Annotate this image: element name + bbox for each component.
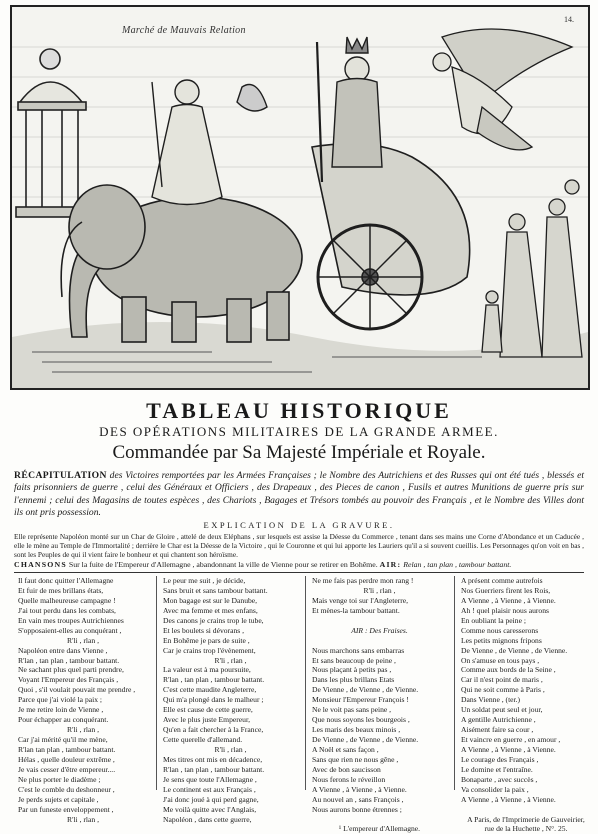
verse-line: De Vienne , de Vienne , de Vienne. [312,685,419,695]
verse-line: On s'amuse en tous pays , [461,655,540,665]
verse-line: R'li , rlan , [214,744,247,754]
verse-line: Ne me fais pas perdre mon rang ! [312,576,414,585]
verse-line: Me voilà quitte avec l'Anglais, [163,804,257,814]
verse-line [461,805,591,815]
column-divider [454,576,455,790]
verse-line: Ne sachant plus quel parti prendre, [18,665,124,675]
verse-line [312,636,447,646]
verse-line: Aisément faire sa cour , [461,725,534,735]
air-text: Relan , tan plan , tambour battant. [401,560,512,569]
song-column-2 [163,576,298,824]
verse-line: Le peur me suit , je décide, [163,576,246,585]
column-divider [156,576,157,790]
engraving-artwork [12,7,588,388]
verse-line: ¹ L'empereur d'Allemagne. [338,824,421,834]
verse-line: R'li , rlan , [67,814,99,824]
verse-line: J'ai tout perdu dans les combats, [18,605,116,615]
verse-line: Napoléon entre dans Vienne , [18,645,108,655]
page-number: 14. [564,15,574,24]
verse-line: Napoléon , dans cette guerre, [163,814,252,824]
verse-line: Dans les plus brillans Etats [312,675,395,685]
verse-line: S'opposaient-elles au conquérant , [18,625,122,635]
verse-line: A Noël et sans façon , [312,744,379,754]
chariot [312,144,470,329]
verse-line: Et sans beaucoup de peine , [312,655,396,665]
verse-line: Les maris des beaux minois , [312,725,401,735]
verse-line: Nous aurons bonne étrennes ; [312,804,402,814]
verse-line: Au nouvel an , sans François , [312,794,404,804]
verse-line: De Vienne , de Vienne , de Vienne. [461,645,568,655]
peoples-figures [482,180,582,357]
verse-line: Je sens que toute l'Allemagne , [163,774,257,784]
chansons-line [14,560,584,569]
elephants [61,185,302,342]
verse-line: Nous ferons le réveillon [312,774,386,784]
verse-line: Parce que j'ai violé la paix ; [18,695,103,705]
subtitle: DES OPÉRATIONS MILITAIRES DE LA GRANDE ARMEE. [99,424,499,439]
verse-line: Et vaincre en guerre , en amour , [461,735,561,744]
recap-lead: RÉCAPITULATION [14,470,107,481]
verse-line: Pour échapper au conquérant. [18,715,109,725]
verse-line: Quoi , s'il voulait pouvait me prendre , [18,685,136,695]
verse-line: R'li , rlan , [67,635,99,645]
verse-line [312,616,447,626]
verse-line: Car il n'est point de maris , [461,675,543,685]
verse-line: A présent comme autrefois [461,576,543,585]
song-column-1 [18,576,148,824]
main-title: TABLEAU HISTORIQUE [146,398,452,423]
verse-line: Car j'ai mérité qu'il me mène, [18,735,108,744]
verse-line: Avec de bon saucisson [312,764,381,774]
verse-line: Mais venge toi sur l'Angleterre, [312,595,409,605]
verse-line: Mon bagage est sur le Danube, [163,595,258,605]
verse-line: Je vais cesser d'être empereur.... [18,764,116,774]
explication-text: Elle représente Napoléon monté sur un Char de Gloire , attelé de deux Eléphans , sur lesquels est assise la Déesse du Commerce , tenant dans ses mains une Corne d'Abondance et un Caducée , elle le mène au Temple de l'Immortalité ; derrière le Char est la Déesse de la Victoire , qui le Couronne et qui lui apporte les Lauriers qu'il a si souvent cueillis. Les Personnages qu'on voit en bas , sont les Peuples de qui il vient faire le bonheur et qui chantent son héroïsme. [14,532,584,560]
verse-line: Le domine et l'entraîne. [461,764,533,774]
verse-line: R'li , rlan , [67,725,99,735]
verse-line: R'lan , tan plan , tambour battant. [18,655,120,665]
verse-line: Ah ! quel plaisir nous aurons [461,605,549,615]
verse-line: Ne plus porter le diadème ; [18,774,101,784]
verse-line: Et mènes-la tambour battant. [312,605,400,615]
recapitulation-paragraph [14,470,584,520]
verse-line: Sans bruit et sans tambour battant. [163,585,268,595]
goddess-of-victory [433,29,572,150]
verse-line: A Vienne , à Vienne , à Vienne. [461,595,556,605]
verse-line: En Bohême je pars de suite , [163,635,250,645]
verse-line: Sans que rien ne nous gêne , [312,754,399,764]
explication-heading: EXPLICATION DE LA GRAVURE. [203,520,395,530]
verse-line: Je perds sujets et capitale , [18,794,99,804]
verse-line: Ne le voit pas sans peine , [312,705,392,715]
verse-line: Dans Vienne , (ter.) [461,695,521,705]
verse-line: Nous plaçant à petits pas , [312,665,392,675]
verse-line: Quelle malheureuse campagne ! [18,595,116,605]
verse-line: Un soldat peut seul et jour, [461,705,543,715]
chansons-text: Sur la fuite de l'Empereur d'Allemagne , abandonnant la ville de Vienne pour se retirer en Bohême. [66,560,378,569]
verse-line: Avec ma femme et mes enfans, [163,605,258,615]
verse-line: R'li , rlan , [214,655,247,665]
verse-line: Comme aux bords de la Seine , [461,665,556,675]
verse-line: A Vienne , à Vienne , à Vienne. [461,744,556,754]
verse-line: R'lan , tan plan , tambour battant. [163,675,265,685]
verse-line: Le continent est aux Français , [163,784,256,794]
verse-line: Mes titres ont mis en décadence, [163,754,263,764]
recap-text: des Victoires remportées par les Armées Françaises ; le Nombre des Autrichiens et des Russes qui ont été tués , blessés et faits prisonniers de guerre , celui des Généraux et Officiers , des Drapeaux , des Pieces de canon , Fusils et autres Munitions de guerre pris sur l'ennemi ; celui des Magasins de toutes espèces , des Chariots , Bagages et Trésors tombés au pouvoir des Français , et le Nombre des Villes dont ils ont pris possession. [14,470,584,519]
song-column-3 [312,576,447,834]
song-column-4 [461,576,591,834]
verse-line: rue de la Huchette , N°. 25. [484,824,568,834]
verse-line: A Vienne , à Vienne , à Vienne. [312,784,407,794]
verse-line: Va consolider la paix , [461,784,529,794]
temple-of-immortality [16,49,88,217]
column-divider [305,576,306,790]
verse-line: Par un funeste enveloppement , [18,804,114,814]
handwritten-note: Marché de Mauvais Relation [122,25,246,36]
verse-line: Et fuir de mes brillans états, [18,585,104,595]
verse-line: C'est cette maudite Angleterre, [163,685,257,695]
verse-line: En oubliant la peine ; [461,615,526,625]
air-label: AIR: [379,560,402,569]
verse-line: Des canons je crains trop le tube, [163,615,264,625]
verse-line: AIR : Des Fraises. [351,625,408,635]
engraving-illustration [10,5,590,390]
verse-line: Comme nous caresserons [461,625,539,635]
verse-line: Que nous soyons les bourgeois , [312,715,410,725]
verse-line: Cette querelle d'allemand. [163,735,243,744]
verse-line: Le courage des Français , [461,754,539,764]
verse-line: Monsieur l'Empereur François ! [312,695,409,705]
verse-line: Je me retire loin de Vienne , [18,705,104,715]
verse-line: Qui m'a plongé dans le malheur ; [163,695,264,705]
verse-line: A Vienne , à Vienne , à Vienne. [461,794,556,804]
verse-line: Nous marchons sans embarras [312,645,405,655]
verse-line: R'li , rlan , [363,585,396,595]
verse-line: A gentille Autrichienne , [461,715,536,725]
verse-line: Et les boulets si dévorans , [163,625,244,635]
verse-line [312,815,447,825]
command-line: Commandée par Sa Majesté Impériale et Royale. [112,442,486,463]
verse-line: De Vienne , de Vienne , de Vienne. [312,735,419,744]
verse-line: La valeur est à ma poursuite, [163,665,251,675]
verse-line: Qu'en a fait chercher à la France, [163,725,264,735]
verse-line: Les petits mignons fripons [461,635,542,645]
verse-line: J'ai donc joué à qui perd gagne, [163,794,259,804]
verse-line: Hélas , quelle douleur extrême , [18,754,115,764]
verse-line: Bonaparte , avec succès , [461,774,538,784]
verse-line: Il faut donc quitter l'Allemagne [18,576,114,585]
verse-line: C'est le comble du deshonneur , [18,784,115,794]
verse-line: R'lan , tan plan , tambour battant. [163,764,265,774]
verse-line: Qui ne soit comme à Paris , [461,685,545,695]
chansons-label: CHANSONS [14,560,67,569]
verse-line: Voyant l'Empereur des Français , [18,675,119,685]
verse-line: Avec le plus juste Empereur, [163,715,251,725]
verse-line: Car je crains trop l'évènement, [163,645,256,655]
verse-line: Nos Guerriers firent les Rois, [461,585,551,595]
verse-line: En vain mes troupes Autrichiennes [18,615,124,625]
divider-rule [14,572,584,573]
verse-line: A Paris, de l'Imprimerie de Gauveirier, [467,814,585,824]
verse-line: Elle est cause de cette guerre, [163,705,253,715]
goddess-of-commerce [152,80,267,205]
verse-line: R'lan tan plan , tambour battant. [18,744,116,754]
